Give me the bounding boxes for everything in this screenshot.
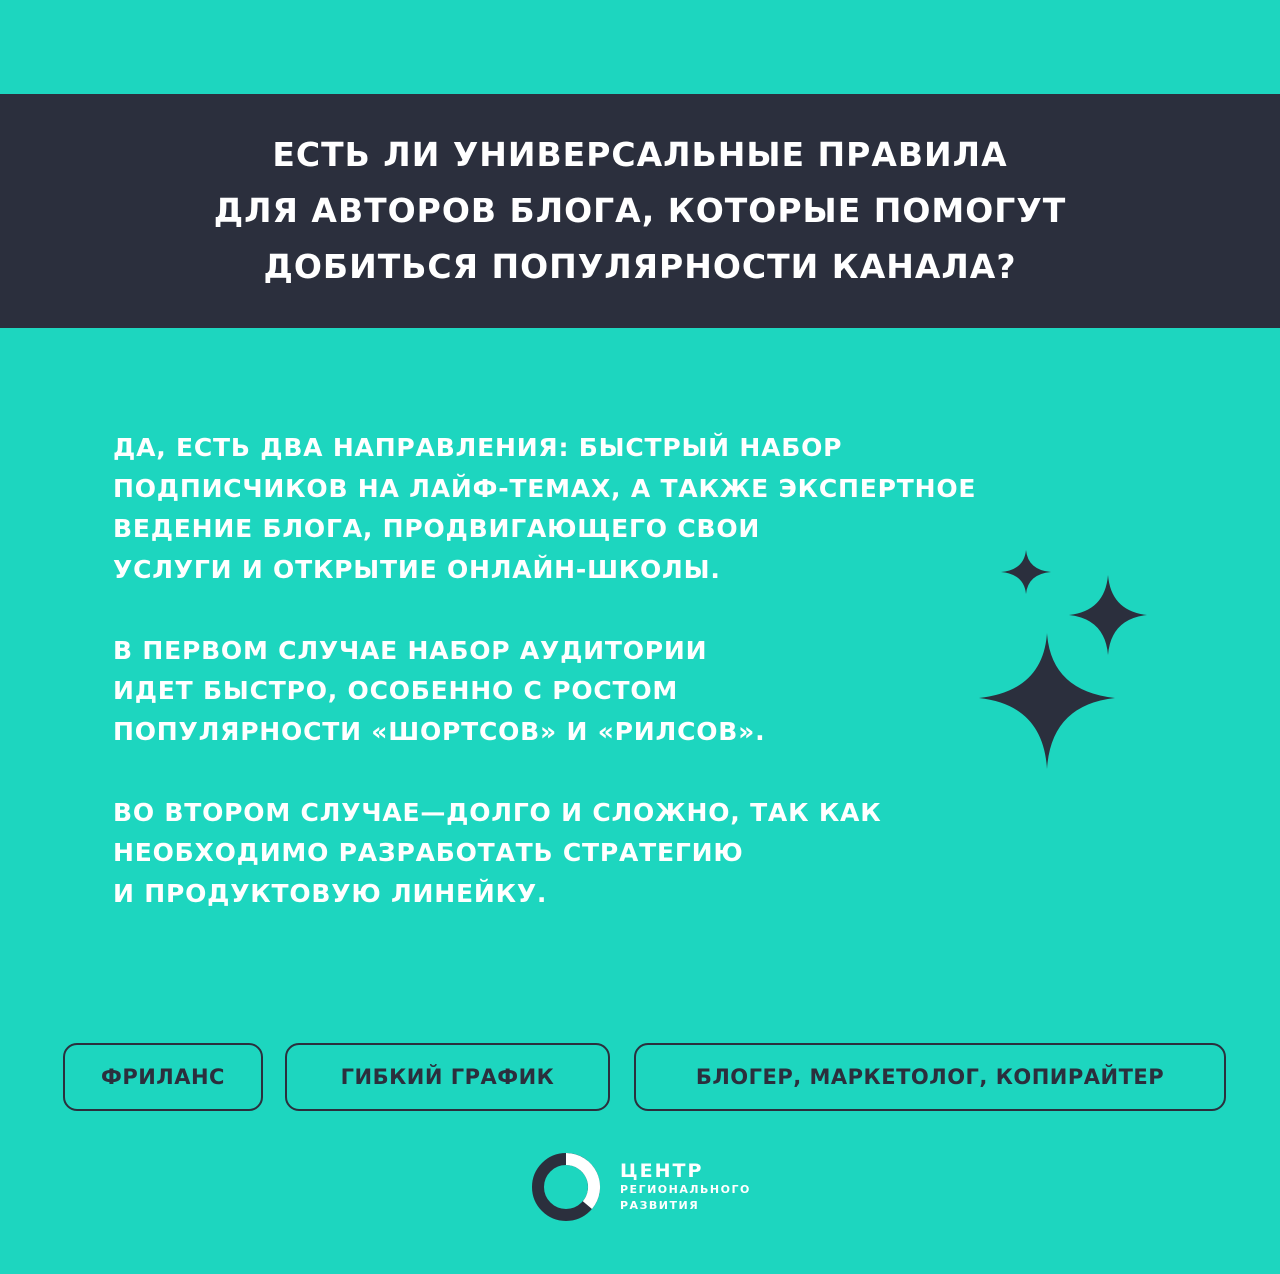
text-line: ИДЕТ БЫСТРО, ОСОБЕННО С РОСТОМ [113,676,679,705]
title-line: ЕСТЬ ЛИ УНИВЕРСАЛЬНЫЕ ПРАВИЛА [272,135,1008,174]
logo-line: РЕГИОНАЛЬНОГО [620,1183,751,1196]
answer-text [113,428,1113,914]
paragraph [113,428,1113,590]
small-sparkle-icon [1001,550,1051,594]
text-line: ДА, ЕСТЬ ДВА НАПРАВЛЕНИЯ: БЫСТРЫЙ НАБОР [113,433,843,462]
text-line: ВО ВТОРОМ СЛУЧАЕ—ДОЛГО И СЛОЖНО, ТАК КАК [113,797,882,827]
logo [531,1152,751,1222]
text-line: И ПРОДУКТОВУЮ ЛИНЕЙКУ. [113,878,548,908]
text-line: ПОДПИСЧИКОВ НА ЛАЙФ-ТЕМАХ, А ТАКЖЕ ЭКСПЕРТНОЕ [113,473,977,503]
title-line: ДОБИТЬСЯ ПОПУЛЯРНОСТИ КАНАЛА? [263,247,1017,286]
medium-sparkle-icon [1069,575,1147,655]
tag-flexible-schedule: ГИБКИЙ ГРАФИК [285,1043,610,1111]
paragraph [113,631,1113,753]
text-line: УСЛУГИ И ОТКРЫТИЕ ОНЛАЙН-ШКОЛЫ. [113,554,721,584]
logo-line: ЦЕНТР [620,1160,704,1182]
logo-line: РАЗВИТИЯ [620,1199,700,1212]
ring-logo-icon [531,1152,601,1222]
page-title [214,127,1067,295]
header-band [0,94,1280,328]
sparkles-icon [975,545,1155,775]
tag-row [0,1043,1280,1111]
text-line: НЕОБХОДИМО РАЗРАБОТАТЬ СТРАТЕГИЮ [113,838,744,867]
title-line: ДЛЯ АВТОРОВ БЛОГА, КОТОРЫЕ ПОМОГУТ [213,191,1067,230]
tag-freelance: ФРИЛАНС [63,1043,263,1111]
logo-text [620,1160,751,1214]
tag-professions: БЛОГЕР, МАРКЕТОЛОГ, КОПИРАЙТЕР [634,1043,1226,1111]
text-line: ВЕДЕНИЕ БЛОГА, ПРОДВИГАЮЩЕГО СВОИ [113,514,761,543]
paragraph [113,793,1113,915]
large-sparkle-icon [979,633,1115,769]
text-line: В ПЕРВОМ СЛУЧАЕ НАБОР АУДИТОРИИ [113,635,708,665]
text-line: ПОПУЛЯРНОСТИ «ШОРТСОВ» И «РИЛСОВ». [113,716,766,746]
